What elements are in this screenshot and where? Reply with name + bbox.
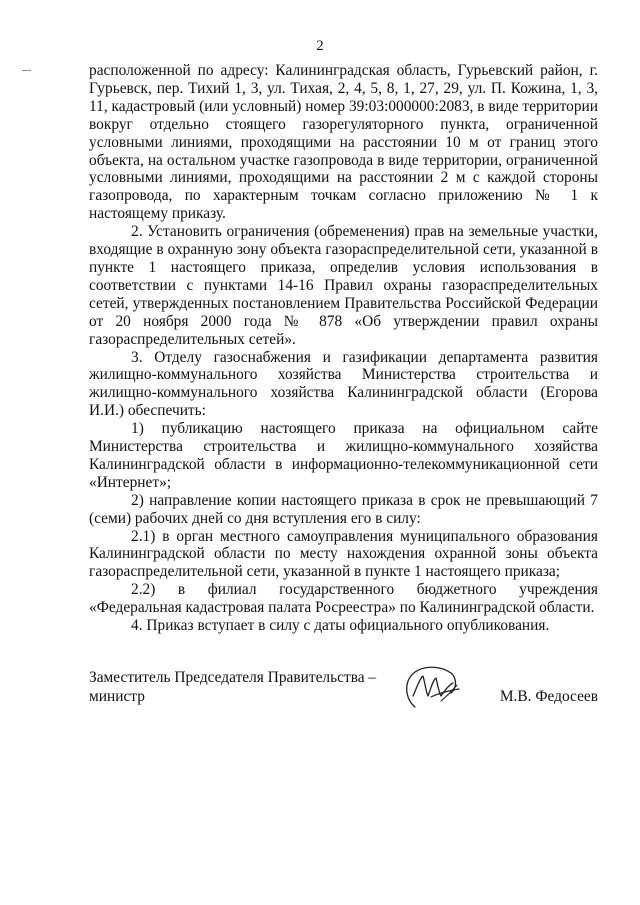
paragraph-subitem-2-2: 2.2) в филиал государственного бюджетного учреждения «Федеральная кадастровая палата Росреестра» по Калининградской области. xyxy=(89,581,598,617)
paragraph-continuation: расположенной по адресу: Калининградская область, Гурьевский район, г. Гурьевск, пер. Тихий 1, 3, ул. Тихая, 2, 4, 5, 8, 1, 27, 29, ул. П. Кожина, 1, 3, 11, кадастровый (или условный) номер 39:03:000000:2083, в виде территории вокруг отдельно стоящего газорегуляторного пункта, ограниченной условными линиями, проходящими на расстоянии 10 м от границ этого объекта, на остальном участке газопровода в виде территории, ограниченной условными линиями, проходящими на расстоянии 2 м с каждой стороны газопровода, по характерным точкам согласно приложению № 1 к настоящему приказу. xyxy=(89,62,598,223)
page-number: 2 xyxy=(316,38,324,54)
signatory-name: М.В. Федосеев xyxy=(499,688,598,705)
paragraph-item-3: 3. Отделу газоснабжения и газификации департамента развития жилищно-коммунального хозяйства Министерства строительства и жилищно-коммунального хозяйства Калининградской области (Егорова И.И.) обеспечить: xyxy=(89,348,598,420)
signatory-title: Заместитель Председателя Правительства – министр xyxy=(89,669,377,705)
paragraph-subitem-2: 2) направление копии настоящего приказа в срок не превышающий 7 (семи) рабочих дней со дня вступления его в силу: xyxy=(89,491,598,527)
paragraph-subitem-1: 1) публикацию настоящего приказа на официальном сайте Министерства строительства и жилищно-коммунального хозяйства Калининградской области в информационно-телекоммуникационной сети «Интернет»; xyxy=(89,420,598,491)
paragraph-item-2: 2. Установить ограничения (обременения) прав на земельные участки, входящие в охранную зону объекта газораспределительной сети, указанной в пункте 1 настоящего приказа, определив условия использования в соответствии с пунктами 14-16 Правил охраны газораспределительных сетей, утвержденных постановлением Правительства Российской Федерации от 20 ноября 2000 года № 878 «Об утверждении правил охраны газораспределительных сетей». xyxy=(89,223,598,348)
handwritten-signature xyxy=(401,663,467,715)
margin-mark xyxy=(22,70,31,71)
signature-block xyxy=(89,668,598,728)
document-body xyxy=(89,62,598,635)
paragraph-subitem-2-1: 2.1) в орган местного самоуправления муниципального образования Калининградской области по месту нахождения охранной зоны объекта газораспределительной сети, указанной в пункте 1 настоящего приказа; xyxy=(89,527,598,581)
paragraph-item-4: 4. Приказ вступает в силу с даты официального опубликования. xyxy=(131,617,550,635)
